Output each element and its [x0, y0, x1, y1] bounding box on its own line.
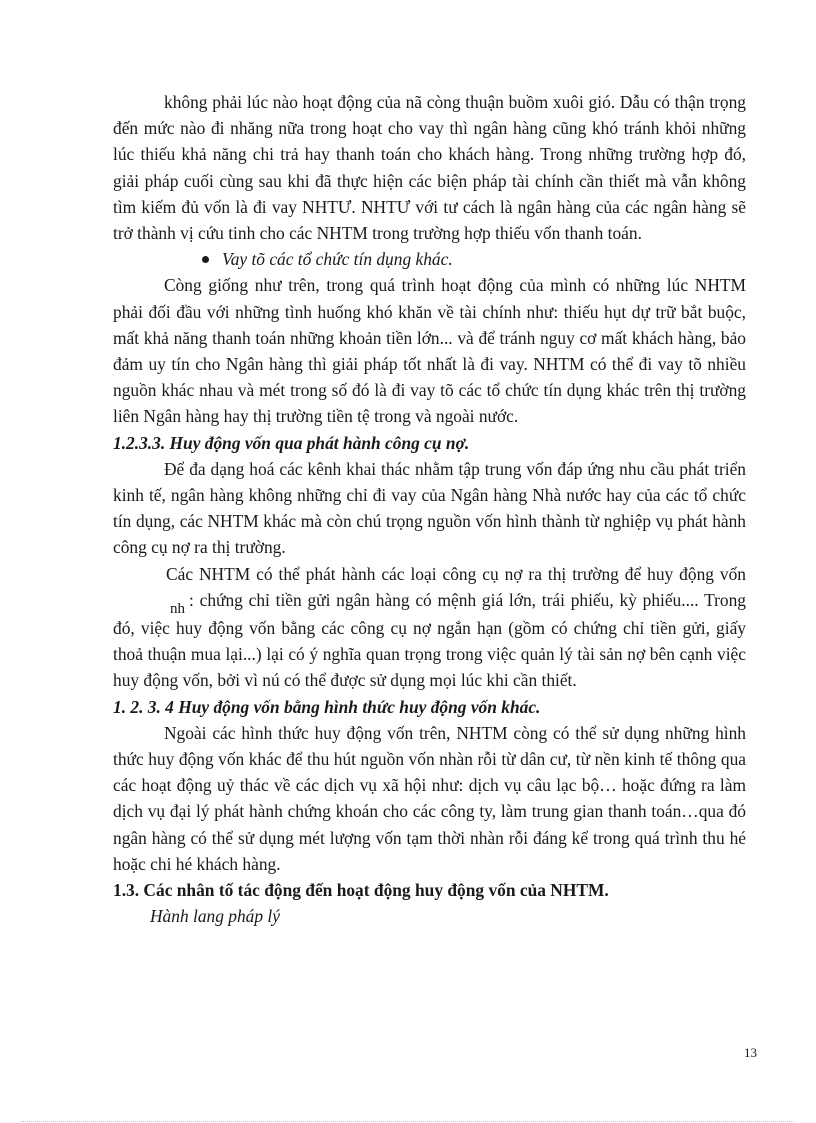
- subscript-fragment: nh: [170, 600, 185, 617]
- paragraph-issuing-end: : chứng chỉ tiền gửi ngân hàng có mệnh giá lớn, trái phiếu, kỳ phiếu.... Trong đó, việc huy động vốn bằng các công cụ nợ ngắn hạn (gồm có chứng chỉ tiền gửi, giấy thoả thuận mua lại...) lại có ý nghĩa quan trọng trong việc quản lý tài sản nợ bên cạnh việc huy động vốn, bởi vì nú có thể được sử dụng mọi lúc khi cần thiết.: [113, 589, 746, 691]
- subheading-legal-framework: Hành lang pháp lý: [150, 906, 280, 927]
- bullet-item: [113, 246, 746, 272]
- footer-divider: [22, 1121, 794, 1122]
- paragraph-other-forms: Ngoài các hình thức huy động vốn trên, NHTM còng có thể sử dụng những hình thức huy động vốn khác để thu hút nguồn vốn nhàn rỗi từ dân cư, từ nền kinh tế thông qua các hoạt động uỷ thác về các dịch vụ xã hội như: dịch vụ câu lạc bộ… hoặc đứng ra làm dịch vụ đại lý phát hành chứng khoán cho các công ty, làm trung gian thanh toán…qua đó ngân hàng có thể sử dụng mét lượng vốn tạm thời nhàn rỗi đáng kể trong quá trình thu hé hoặc chi hé khách hàng.: [113, 722, 746, 874]
- section-heading-debt-instruments: 1.2.3.3. Huy động vốn qua phát hành công cụ nợ.: [113, 432, 470, 453]
- section-heading-other-forms: 1. 2. 3. 4 Huy động vốn bằng hình thức huy động vốn khác.: [113, 696, 541, 717]
- bullet-text: Vay tõ các tổ chức tín dụng khác.: [222, 249, 453, 270]
- paragraph-interbank-borrowing: Còng giống như trên, trong quá trình hoạt động của mình có những lúc NHTM phải đối đầu với những tình huống khó khăn về tài chính như: thiếu hụt dự trữ bắt buộc, mất khả năng thanh toán những khoản tiền lớn... và để tránh nguy cơ mất khách hàng, bảo đảm uy tín cho Ngân hàng thì giải pháp tốt nhất là đi vay. NHTM có thể đi vay tõ nhiều nguồn khác nhau và mét trong số đó là đi vay tõ các tổ chức tín dụng khác trên thị trường liên Ngân hàng hay thị trường tiền tệ trong và ngoài nước.: [113, 275, 746, 427]
- page-body: [113, 89, 746, 930]
- page-number: 13: [744, 1045, 757, 1060]
- paragraph-issuing-start: Các NHTM có thể phát hành các loại công cụ nợ ra thị trường để huy động vốn: [166, 563, 746, 584]
- section-heading-factors: 1.3. Các nhân tố tác động đến hoạt động huy động vốn của NHTM.: [113, 880, 609, 901]
- paragraph-central-bank-borrowing: không phải lúc nào hoạt động của nã còng thuận buồm xuôi gió. Dẫu có thận trọng đến mức nào đi nhăng nữa trong hoạt cho vay thì ngân hàng cũng khó tránh khỏi những lúc thiếu khả năng chi trả hay thanh toán cho khách hàng. Trong những trường hợp đó, giải pháp cuối cùng sau khi đã thực hiện các biện pháp tài chính cần thiết mà vẫn không tìm kiếm đủ vốn là đi vay NHTƯ. NHTƯ với tư cách là ngân hàng của các ngân hàng sẽ trở thành vị cứu tinh cho các NHTM trong trường hợp thiếu vốn thanh toán.: [113, 92, 746, 244]
- paragraph-diversify-channels: Để đa dạng hoá các kênh khai thác nhằm tập trung vốn đáp ứng nhu cầu phát triển kinh tế, ngân hàng không những chỉ đi vay của Ngân hàng Nhà nước hay của các tổ chức tín dụng, các NHTM khác mà còn chú trọng nguồn vốn hình thành từ nghiệp vụ phát hành công cụ nợ ra thị trường.: [113, 458, 746, 558]
- paragraph-issuing-instruments: [113, 561, 746, 694]
